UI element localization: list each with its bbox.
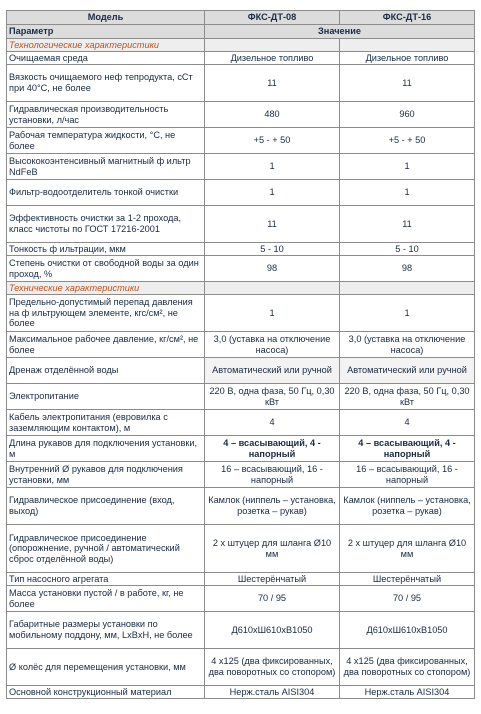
table-row	[7, 358, 475, 384]
value-cell: 960	[340, 102, 475, 128]
param-cell: Гидравлическая производительность установки, л/час	[7, 102, 205, 128]
value-cell: Дизельное топливо	[205, 52, 340, 65]
value-cell: Нерж.сталь AISI304	[205, 686, 340, 699]
value-cell: 16 – всасывающий, 16 - напорный	[340, 462, 475, 488]
param-cell: Кабель электропитания (евровилка с заземляющим контактом), м	[7, 410, 205, 436]
table-row	[7, 573, 475, 586]
value-cell: Шестерёнчатый	[205, 573, 340, 586]
value-cell: 2 х штуцер для шланга Ø10 мм	[340, 525, 475, 573]
value-cell: 1	[340, 295, 475, 332]
section-title-technical: Технические характеристики	[7, 282, 205, 295]
value-cell: 16 – всасывающий, 16 - напорный	[205, 462, 340, 488]
value-cell: Дизельное топливо	[340, 52, 475, 65]
table-row	[7, 686, 475, 699]
param-cell: Тонкость ф ильтрации, мкм	[7, 243, 205, 256]
param-cell: Внутренний Ø рукавов для подключения установки, мм	[7, 462, 205, 488]
table-row	[7, 462, 475, 488]
param-cell: Тип насосного агрегата	[7, 573, 205, 586]
value-cell: 220 В, одна фаза, 50 Гц, 0,30 кВт	[205, 384, 340, 410]
table-row	[7, 586, 475, 612]
param-cell: Рабочая температура жидкости, °С, не более	[7, 128, 205, 154]
model-2-label: ФКС-ДТ-16	[340, 11, 475, 25]
param-cell: Максимальное рабочее давление, кг/см², не более	[7, 332, 205, 358]
param-cell: Масса установки пустой / в работе, кг, не более	[7, 586, 205, 612]
value-cell: 1	[340, 154, 475, 180]
table-row	[7, 295, 475, 332]
value-cell: 480	[205, 102, 340, 128]
param-cell: Электропитание	[7, 384, 205, 410]
value-cell: Автоматический или ручной	[340, 358, 475, 384]
value-cell: 5 - 10	[205, 243, 340, 256]
value-cell: 11	[205, 206, 340, 243]
table-row	[7, 525, 475, 573]
value-cell: +5 - + 50	[340, 128, 475, 154]
value-cell: 98	[205, 256, 340, 282]
spec-table	[6, 10, 475, 699]
value-cell: Автоматический или ручной	[205, 358, 340, 384]
value-cell: Нерж.сталь AISI304	[340, 686, 475, 699]
value-cell: 1	[340, 180, 475, 206]
param-cell: Ø колёс для перемещения установки, мм	[7, 649, 205, 686]
section-title-tech: Технологические характеристики	[7, 39, 205, 52]
value-cell: 3,0 (уставка на отключение насоса)	[340, 332, 475, 358]
value-cell: 4	[340, 410, 475, 436]
value-label: Значение	[205, 25, 475, 39]
param-cell: Фильтр-водоотделитель тонкой очистки	[7, 180, 205, 206]
param-cell: Предельно-допустимый перепад давления на ф ильтрующем элементе, кгс/см², не более	[7, 295, 205, 332]
model-1-label: ФКС-ДТ-08	[205, 11, 340, 25]
table-row	[7, 65, 475, 102]
value-cell: 70 / 95	[205, 586, 340, 612]
value-cell: 3,0 (уставка на отключение насоса)	[205, 332, 340, 358]
value-cell: 70 / 95	[340, 586, 475, 612]
value-cell: Камлок (ниппель – установка, розетка – рукав)	[205, 488, 340, 525]
section-row	[7, 282, 475, 295]
table-row	[7, 332, 475, 358]
value-cell: +5 - + 50	[205, 128, 340, 154]
table-row	[7, 206, 475, 243]
section-empty-cell	[205, 282, 340, 295]
model-header-row	[7, 11, 475, 25]
model-label: Модель	[7, 11, 205, 25]
value-cell: 4	[205, 410, 340, 436]
value-cell: 1	[205, 295, 340, 332]
value-cell: Камлок (ниппель – установка, розетка – рукав)	[340, 488, 475, 525]
table-row	[7, 243, 475, 256]
param-cell: Вязкость очищаемого неф тепродукта, сСт при 40°С, не более	[7, 65, 205, 102]
param-cell: Высококоэнтенсивный магнитный ф ильтр NdFeB	[7, 154, 205, 180]
value-cell: Д610хШ610хВ1050	[340, 612, 475, 649]
param-label: Параметр	[7, 25, 205, 39]
param-cell: Дренаж отделённой воды	[7, 358, 205, 384]
table-row	[7, 612, 475, 649]
table-row	[7, 128, 475, 154]
table-row	[7, 488, 475, 525]
value-cell: 98	[340, 256, 475, 282]
param-cell: Длина рукавов для подключения установки, м	[7, 436, 205, 462]
value-cell: 11	[340, 65, 475, 102]
section-empty-cell	[340, 39, 475, 52]
value-cell: Д610хШ610хВ1050	[205, 612, 340, 649]
value-cell: Шестерёнчатый	[340, 573, 475, 586]
table-row	[7, 154, 475, 180]
section-empty-cell	[340, 282, 475, 295]
value-cell: 220 В, одна фаза, 50 Гц, 0,30 кВт	[340, 384, 475, 410]
value-cell: 4 х125 (два фиксированных, два поворотных со стопором)	[205, 649, 340, 686]
table-row	[7, 436, 475, 462]
param-cell: Гидравлическое присоединение (вход, выход)	[7, 488, 205, 525]
param-cell: Степень очистки от свободной воды за один проход, %	[7, 256, 205, 282]
param-cell: Гидравлическое присоединение (опорожнение, ручной / автоматический сброс отделённой воды)	[7, 525, 205, 573]
value-cell: 11	[340, 206, 475, 243]
value-cell: 1	[205, 180, 340, 206]
value-cell: 5 - 10	[340, 243, 475, 256]
param-cell: Габаритные размеры установки по мобильному поддону, мм, LxBxH, не более	[7, 612, 205, 649]
value-cell: 11	[205, 65, 340, 102]
param-cell: Эффективность очистки за 1-2 прохода, класс чистоты по ГОСТ 17216-2001	[7, 206, 205, 243]
param-cell: Основной конструкционный материал	[7, 686, 205, 699]
value-cell: 2 х штуцер для шланга Ø10 мм	[205, 525, 340, 573]
section-row	[7, 39, 475, 52]
section-empty-cell	[205, 39, 340, 52]
table-row	[7, 256, 475, 282]
value-cell: 4 – всасывающий, 4 - напорный	[340, 436, 475, 462]
table-row	[7, 102, 475, 128]
table-row	[7, 649, 475, 686]
value-cell: 1	[205, 154, 340, 180]
table-row	[7, 410, 475, 436]
param-header-row	[7, 25, 475, 39]
table-row	[7, 180, 475, 206]
table-row	[7, 52, 475, 65]
param-cell: Очищаемая среда	[7, 52, 205, 65]
value-cell: 4 – всасывающий, 4 - напорный	[205, 436, 340, 462]
value-cell: 4 х125 (два фиксированных, два поворотных со стопором)	[340, 649, 475, 686]
table-row	[7, 384, 475, 410]
